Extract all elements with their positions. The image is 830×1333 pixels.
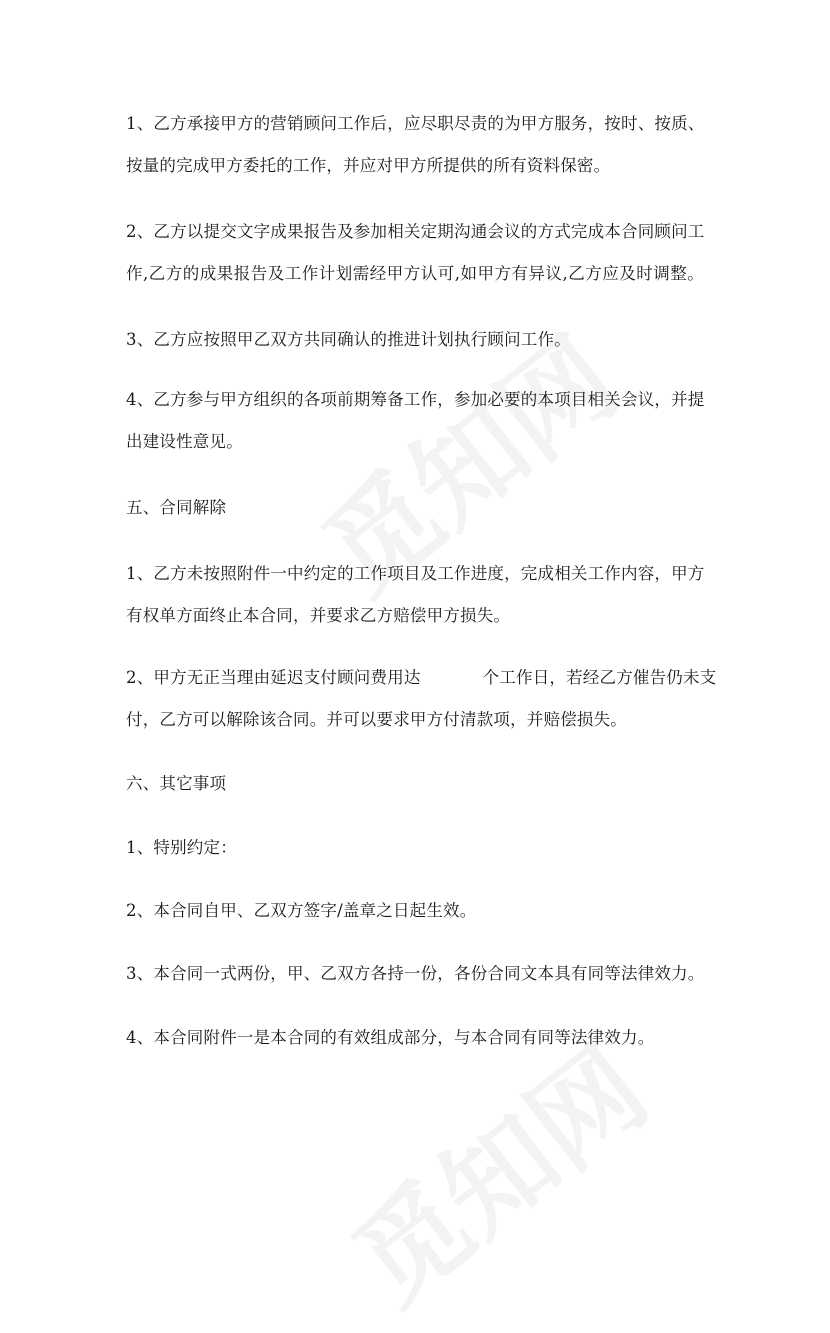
clause-text-line: 1、乙方未按照附件一中约定的工作项目及工作进度，完成相关工作内容，甲方 [126,564,705,583]
clause-text-line: 1、特别约定： [126,838,237,857]
clause-text-line: 1、乙方承接甲方的营销顾问工作后，应尽职尽责的为甲方服务，按时、按质、 [126,114,705,133]
clause-text-line: 4、本合同附件一是本合同的有效组成部分，与本合同有同等法律效力。 [126,1028,655,1047]
clause-text-line: 付，乙方可以解除该合同。并可以要求甲方付清款项，并赔偿损失。 [126,710,627,729]
section-heading: 五、合同解除 [126,498,227,517]
clause-text-line: 2、本合同自甲、乙双方签字/盖章之日起生效。 [126,901,477,920]
clause-text-line: 4、乙方参与甲方组织的各项前期筹备工作，参加必要的本项目相关会议，并提 [126,390,705,409]
clause-text-line: 3、本合同一式两份，甲、乙双方各持一份，各份合同文本具有同等法律效力。 [126,964,705,983]
watermark-bottom [316,1005,673,1333]
section-heading: 六、其它事项 [126,774,227,793]
clause-text-line: 按量的完成甲方委托的工作，并应对甲方所提供的所有资料保密。 [126,156,611,175]
clause-text-line-with-blank [126,667,716,689]
clause-text-line: 有权单方面终止本合同，并要求乙方赔偿甲方损失。 [126,606,511,625]
clause-text-line: 出建设性意见。 [126,432,243,451]
clause-text-line: 3、乙方应按照甲乙双方共同确认的推进计划执行顾问工作。 [126,330,571,349]
clause-text-part: 个工作日，若经乙方催告仍未支 [482,668,717,687]
clause-text-line: 2、乙方以提交文字成果报告及参加相关定期沟通会议的方式完成本合同顾问工 [126,222,705,241]
clause-text-line: 作,乙方的成果报告及工作计划需经甲方认可,如甲方有异议,乙方应及时调整。 [126,264,704,283]
clause-text-part: 2、甲方无正当理由延迟支付顾问费用达 [126,668,421,687]
